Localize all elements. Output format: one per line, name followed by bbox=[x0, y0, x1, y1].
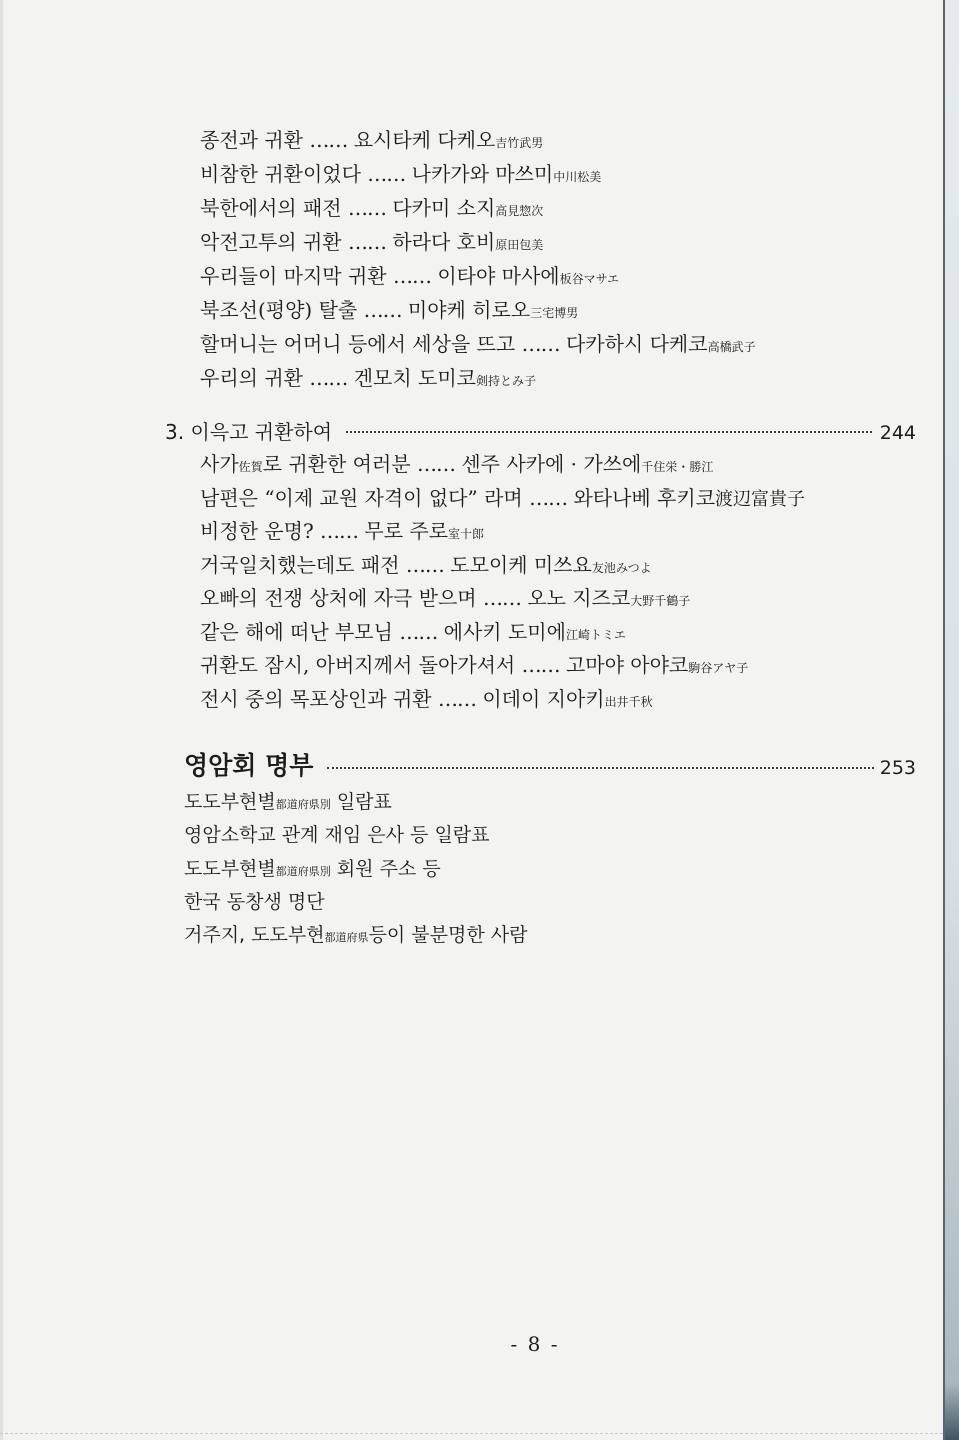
roster-heading-row bbox=[184, 748, 916, 784]
toc-entry bbox=[200, 683, 805, 717]
toc-entry bbox=[200, 157, 756, 191]
entry-title: 오빠의 전쟁 상처에 자극 받으며 bbox=[200, 586, 477, 610]
toc-entry bbox=[200, 225, 756, 259]
toc-entry bbox=[200, 259, 756, 293]
entry-author: 다카미 소지 bbox=[392, 196, 496, 220]
item-text-rest: 등이 불분명한 사람 bbox=[368, 924, 528, 947]
entry-title-part: 사가 bbox=[200, 452, 239, 476]
roster-heading: 영암회 명부 bbox=[184, 751, 314, 780]
entry-author: 고마야 아야코 bbox=[565, 653, 689, 677]
entry-leader-dots: …… bbox=[529, 485, 568, 510]
entry-title: 비정한 운명? bbox=[200, 519, 314, 543]
entry-author: 미야케 히로오 bbox=[407, 298, 531, 322]
page-edge-bottom bbox=[0, 1433, 943, 1434]
entry-author-japanese: 友池みつよ bbox=[591, 560, 652, 575]
entry-leader-dots: …… bbox=[347, 196, 386, 220]
entry-leader-dots: …… bbox=[347, 230, 386, 254]
entry-title: 귀환도 잠시, 아버지께서 돌아가셔서 bbox=[200, 653, 516, 677]
entry-author-japanese: 大野千鶴子 bbox=[630, 594, 691, 608]
entry-author: 센주 사카에 · 가쓰에 bbox=[461, 452, 642, 476]
entry-title-part: 로 귀환한 여러분 bbox=[262, 452, 411, 476]
entry-author-japanese: 駒谷アヤ子 bbox=[688, 661, 749, 675]
entry-author: 다카하시 다케코 bbox=[565, 332, 708, 356]
toc-entry bbox=[200, 549, 805, 583]
roster-leader-dots bbox=[327, 767, 873, 769]
entry-leader-dots: …… bbox=[363, 298, 402, 322]
entry-title: 우리들이 마지막 귀환 bbox=[200, 264, 387, 288]
entry-author-japanese: 渡辺富貴子 bbox=[715, 488, 806, 510]
item-text: 도도부현별 bbox=[184, 857, 276, 880]
roster-list bbox=[184, 786, 527, 952]
toc-entries-group-a bbox=[200, 123, 756, 395]
entry-title: 비참한 귀환이었다 bbox=[200, 162, 361, 186]
toc-entry bbox=[200, 616, 805, 650]
entry-leader-dots: …… bbox=[521, 332, 560, 356]
entry-author: 이데이 지아키 bbox=[482, 686, 605, 711]
entry-author: 하라다 호비 bbox=[392, 230, 496, 254]
section-3-heading-row bbox=[165, 416, 916, 448]
roster-page-number: 253 bbox=[879, 757, 916, 779]
toc-entry bbox=[200, 582, 805, 616]
section-3-heading: 3. 이윽고 귀환하여 bbox=[165, 420, 333, 444]
list-item bbox=[184, 886, 527, 919]
entry-author: 요시타케 다케오 bbox=[353, 128, 496, 152]
entry-author-japanese: 室十郎 bbox=[448, 527, 485, 541]
entry-author: 이타야 마사에 bbox=[437, 264, 560, 288]
item-text: 거주지, 도도부현 bbox=[184, 924, 325, 947]
list-item bbox=[184, 819, 527, 852]
list-item bbox=[184, 786, 527, 819]
item-text-japanese: 都道府県別 bbox=[275, 798, 331, 811]
entry-title: 같은 해에 떠난 부모님 bbox=[200, 619, 393, 644]
entry-author-japanese: 高見惣次 bbox=[495, 204, 544, 218]
entry-title: 우리의 귀환 bbox=[200, 366, 303, 390]
entry-author-japanese: 出井千秋 bbox=[604, 694, 653, 709]
entry-leader-dots: …… bbox=[416, 452, 455, 476]
entry-title: 종전과 귀환 bbox=[200, 128, 303, 152]
entry-author: 와타나베 후키코 bbox=[573, 485, 716, 510]
toc-entry bbox=[200, 482, 805, 516]
entry-leader-dots: …… bbox=[521, 653, 560, 677]
list-item bbox=[184, 853, 527, 886]
entry-leader-dots: …… bbox=[399, 619, 438, 644]
item-text-japanese: 都道府県 bbox=[324, 931, 369, 945]
entry-title: 전시 중의 목포상인과 귀환 bbox=[200, 686, 432, 711]
entry-leader-dots: …… bbox=[437, 686, 476, 711]
toc-entry bbox=[200, 515, 805, 549]
entry-author: 겐모치 도미코 bbox=[353, 366, 476, 390]
entry-author-japanese: 剣持とみ子 bbox=[475, 374, 536, 388]
entry-author: 도모이케 미쓰요 bbox=[450, 552, 592, 577]
entry-title-japanese: 佐賀 bbox=[238, 460, 263, 474]
toc-entry bbox=[200, 293, 756, 327]
item-text-japanese: 都道府県別 bbox=[275, 864, 331, 878]
item-text: 한국 동창생 명단 bbox=[184, 890, 325, 913]
toc-entry bbox=[200, 191, 756, 225]
entry-author-japanese: 原田包美 bbox=[495, 238, 544, 252]
entry-author: 에사키 도미에 bbox=[443, 619, 566, 644]
entry-title: 북조선(평양) 탈출 bbox=[200, 298, 358, 322]
entry-author: 오노 지즈코 bbox=[527, 586, 631, 610]
toc-entry bbox=[200, 448, 805, 482]
entry-author-japanese: 板谷マサエ bbox=[559, 272, 620, 286]
item-text: 영암소학교 관계 재임 은사 등 일람표 bbox=[184, 824, 490, 847]
section-3-leader-dots bbox=[346, 431, 872, 433]
list-item bbox=[184, 919, 527, 952]
entry-title: 할머니는 어머니 등에서 세상을 뜨고 bbox=[200, 332, 516, 356]
section-3-page-number: 244 bbox=[879, 422, 916, 444]
entry-title: 북한에서의 패전 bbox=[200, 196, 342, 220]
toc-entry bbox=[200, 361, 756, 395]
entry-title bbox=[200, 452, 411, 476]
entry-author-japanese: 中川松美 bbox=[553, 170, 602, 184]
toc-entry bbox=[200, 123, 756, 157]
item-text-rest: 회원 주소 등 bbox=[330, 857, 441, 880]
entry-title: 거국일치했는데도 패전 bbox=[200, 552, 400, 577]
entry-leader-dots: …… bbox=[320, 519, 359, 543]
entry-leader-dots: …… bbox=[309, 366, 348, 390]
entry-author-japanese: 千住栄・勝江 bbox=[641, 460, 714, 474]
item-text: 도도부현별 bbox=[184, 791, 276, 813]
entry-author: 무로 주로 bbox=[364, 519, 449, 543]
entry-leader-dots: …… bbox=[405, 552, 444, 577]
entry-author-japanese: 三宅博男 bbox=[530, 306, 579, 320]
item-text-rest: 일람표 bbox=[330, 791, 392, 813]
entry-leader-dots: …… bbox=[482, 586, 521, 610]
toc-entry bbox=[200, 327, 756, 361]
entry-title: 남편은 “이제 교원 자격이 없다” 라며 bbox=[200, 485, 523, 510]
toc-entries-section-3 bbox=[200, 448, 805, 716]
entry-leader-dots: …… bbox=[309, 128, 348, 152]
page-edge-left bbox=[0, 0, 3, 1440]
page-number: - 8 - bbox=[510, 1332, 560, 1356]
page-edge-right bbox=[943, 0, 959, 1440]
entry-leader-dots: …… bbox=[367, 162, 406, 186]
toc-entry bbox=[200, 649, 805, 683]
entry-author-japanese: 江崎トミエ bbox=[565, 627, 626, 642]
entry-title: 악전고투의 귀환 bbox=[200, 230, 342, 254]
entry-author-japanese: 高橋武子 bbox=[707, 340, 756, 354]
entry-author: 나카가와 마쓰미 bbox=[411, 162, 554, 186]
entry-leader-dots: …… bbox=[392, 264, 431, 288]
entry-author-japanese: 吉竹武男 bbox=[495, 136, 544, 150]
